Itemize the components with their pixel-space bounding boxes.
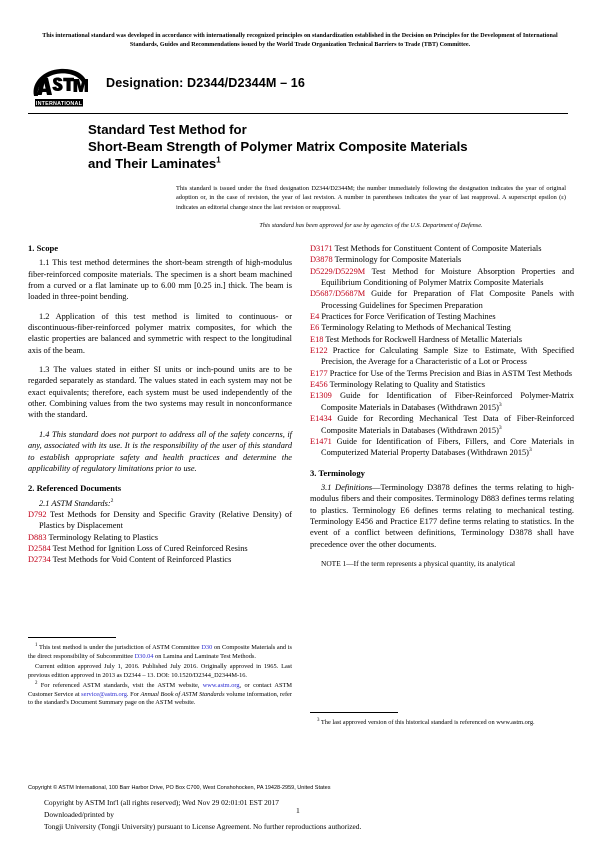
- reference-item[interactable]: [310, 413, 574, 436]
- footnotes-left: [28, 637, 292, 708]
- footnote-divider: [310, 712, 398, 713]
- header-divider: [28, 113, 568, 114]
- spacer: [28, 474, 292, 483]
- terminology-body: —Terminology D3878 defines the terms relating to high-modulus fibers and their composites. Terminology D883 defines terms relating to plastics. Terminology E6 defines terms relating to mechanical testing. Terminology E456 and Practice E177 define terms relating to statistics. In the event of a conflict between definitions, Terminology D3878 shall have precedence over the other documents.: [310, 482, 574, 549]
- page-title: [88, 122, 566, 172]
- dod-approval-note: This standard has been approved for use by agencies of the U.S. Department of Defense.: [259, 221, 483, 229]
- reference-item[interactable]: [310, 266, 574, 289]
- footnote-1: $^1$ This test method is under the jurisdiction of ASTM Committee D30 on Composite Materials and is the direct responsibility of Subcommittee D30.04 on Lamina and Laminate Test Methods.: [28, 642, 292, 660]
- reference-title: Test Methods for Rockwell Hardness of Metallic Materials: [325, 334, 522, 344]
- reference-code: D2734: [28, 555, 51, 565]
- issue-note: [176, 184, 566, 230]
- title-footnote-marker: 1: [216, 155, 221, 165]
- subcommittee-link[interactable]: D30.04: [134, 652, 154, 660]
- right-column: [310, 243, 574, 577]
- license-line-1: Copyright by ASTM Int'l (all rights reserved); Wed Nov 29 02:01:01 EST 2017: [44, 798, 279, 807]
- reference-title: Practice for Use of the Terms Precision and Bias in ASTM Test Methods: [329, 368, 573, 378]
- reference-item[interactable]: [310, 311, 574, 322]
- reference-code: D3878: [310, 255, 333, 265]
- footnote-marker: 3: [317, 717, 320, 723]
- reference-code: D2584: [28, 543, 51, 553]
- reference-title: Guide for Preparation of Flat Composite Panels with Processing Guidelines for Specimen Preparation: [321, 289, 575, 310]
- reference-title: Guide for Identification of Fibers, Fillers, and Core Materials in Computerized Material Property Databases (Withdrawn 2015): [321, 436, 574, 458]
- svg-text:INTERNATIONAL: INTERNATIONAL: [35, 100, 83, 107]
- reference-item[interactable]: [28, 554, 292, 565]
- reference-item[interactable]: [310, 243, 574, 254]
- reference-item[interactable]: [310, 288, 574, 311]
- title-line-1: Standard Test Method for: [88, 122, 247, 137]
- reference-footnote-marker: 3: [528, 447, 532, 454]
- scope-paragraph-1-4: 1.4 This standard does not purport to address all of the safety concerns, if any, associated with its use. It is the responsibility of the user of this standard to establish appropriate safety and health practices and determine the applicability of regulatory limitations prior to use.: [28, 429, 292, 473]
- spacer: [310, 459, 574, 468]
- reference-code: E456: [310, 380, 328, 390]
- note-label: NOTE 1: [321, 558, 347, 568]
- reference-item[interactable]: [310, 379, 574, 390]
- reference-footnote-marker: 3: [498, 402, 502, 409]
- reference-title: Terminology for Composite Materials: [334, 255, 462, 265]
- reference-code: D792: [28, 509, 47, 519]
- reference-code: D883: [28, 532, 47, 542]
- license-block: [44, 797, 524, 832]
- reference-title: Test Method for Ignition Loss of Cured Reinforced Resins: [52, 543, 248, 553]
- reference-code: E1309: [310, 391, 332, 401]
- reference-title: Practice for Calculating Sample Size to Estimate, With Specified Precision, the Average for a Characteristic of a Lot or Process: [321, 346, 574, 367]
- issue-note-body: This standard is issued under the fixed designation D2344/D2344M; the number immediately following the designation indicates the year of original adoption or, in the case of revision, the year of last revision. A number in parentheses indicates the year of last reapproval. A superscript epsilon (ε) indicates an editorial change since the last revision or reapproval.: [176, 185, 566, 211]
- reference-item[interactable]: [28, 532, 292, 543]
- reference-code: E122: [310, 346, 328, 356]
- footnote-marker: 2: [35, 680, 38, 686]
- footnotes-right: [310, 712, 574, 728]
- astm-standards-footnote-marker: 2: [110, 497, 114, 504]
- license-line-3: Tongji University (Tongji University) pursuant to License Agreement. No further reproductions authorized.: [44, 821, 362, 831]
- reference-code: D5687/D5687M: [310, 289, 366, 299]
- left-column: [28, 243, 292, 566]
- note-1: [310, 559, 574, 569]
- reference-title: Test Method for Moisture Absorption Properties and Equilibrium Conditioning of Polymer Matrix Composite Materials: [321, 266, 574, 288]
- section-heading-referenced-documents: 2. Referenced Documents: [28, 483, 122, 494]
- reference-title: Terminology Relating to Plastics: [48, 532, 158, 542]
- reference-code: E18: [310, 334, 324, 344]
- astm-website-link[interactable]: www.astm.org: [202, 681, 240, 689]
- reference-item[interactable]: [310, 436, 574, 459]
- reference-code: E6: [310, 323, 320, 333]
- reference-item[interactable]: [310, 254, 574, 265]
- section-heading-scope: 1. Scope: [28, 243, 59, 253]
- footnote-3: $^3$ The last approved version of this historical standard is referenced on www.astm.org.: [317, 717, 535, 726]
- reference-item[interactable]: [310, 390, 574, 413]
- reference-code: E1434: [310, 414, 332, 424]
- reference-list-left: [28, 509, 292, 566]
- reference-item[interactable]: [28, 509, 292, 532]
- footnote-edition-info: Current edition approved July 1, 2016. Published July 2016. Originally approved in 1965. Last previous edition approved in 2013 as D2344 – 13. DOI: 10.1520/D2344_D2344M-16.: [28, 662, 292, 679]
- committee-link[interactable]: D30: [201, 644, 213, 651]
- footnote-divider: [28, 637, 116, 638]
- scope-paragraph-1-2: 1.2 Application of this test method is limited to continuous- or discontinuous-fiber-reinforced polymer matrix composites, for which the elastic properties are balanced and symmetric with respect to the longitudinal axis of the beam.: [28, 311, 292, 355]
- reference-code: E4: [310, 312, 320, 322]
- reference-item[interactable]: [310, 345, 574, 368]
- reference-title: Test Methods for Density and Specific Gravity (Relative Density) of Plastics by Displacement: [39, 509, 292, 531]
- note-text: —If the term represents a physical quantity, its analytical: [346, 558, 516, 568]
- reference-footnote-marker: 3: [498, 424, 502, 431]
- copyright-notice: Copyright © ASTM International, 100 Barr Harbor Drive, PO Box C700, West Conshohocken, PA 19428-2959, United States: [28, 785, 331, 791]
- reference-item[interactable]: [310, 322, 574, 333]
- reference-list-right: [310, 243, 574, 459]
- scope-paragraph-1-3: 1.3 The values stated in either SI units or inch-pound units are to be regarded separately as standard. The values stated in each system may not be exact equivalents; therefore, each system must be used independently of the other. Combining values from the two systems may result in nonconformance with the standard.: [28, 365, 292, 420]
- license-line-2: Downloaded/printed by: [44, 809, 114, 819]
- reference-item[interactable]: [28, 543, 292, 554]
- reference-code: D5229/D5229M: [310, 266, 366, 276]
- designation-label: Designation: D2344/D2344M – 16: [106, 76, 305, 90]
- reference-title: Guide for Identification of Fiber-Reinforced Polymer-Matrix Composite Materials in Databases (Withdrawn 2015): [321, 391, 574, 412]
- astm-logo-icon: [28, 66, 90, 110]
- reference-title: Terminology Relating to Quality and Statistics: [329, 380, 485, 390]
- reference-item[interactable]: [310, 334, 574, 345]
- reference-code: E177: [310, 368, 328, 378]
- terminology-paragraph-3-1: [310, 482, 574, 550]
- page-number: 1: [296, 806, 300, 815]
- title-line-2: Short-Beam Strength of Polymer Matrix Composite Materials: [88, 138, 468, 154]
- reference-title: Practices for Force Verification of Testing Machines: [321, 312, 496, 322]
- astm-standards-subheading: 2.1 ASTM Standards:$^2$: [39, 497, 114, 508]
- reference-item[interactable]: [310, 368, 574, 379]
- reference-title: Test Methods for Void Content of Reinforced Plastics: [52, 555, 232, 565]
- reference-code: E1471: [310, 436, 332, 446]
- service-email-link[interactable]: service@astm.org: [81, 690, 127, 698]
- tbt-notice: This international standard was developed in accordance with internationally recognized principles on standardization established in the Decision on Principles for the Development of International Standards, Guides and Recommendations issued by the World Trade Organization Technical Barriers to Trade (TBT) Committee.: [42, 33, 558, 49]
- reference-title: Guide for Recording Mechanical Test Data of Fiber-Reinforced Composite Materials in Databases (Withdrawn 2015): [321, 414, 575, 435]
- footnote-2: $^2$ For referenced ASTM standards, visit the ASTM website, www.astm.org, or contact ASTM Customer Service at service@astm.org. For Annual Book of ASTM Standards volume information, refer to the standard's Document Summary page on the ASTM website.: [28, 680, 292, 707]
- title-line-3: and Their Laminates$^1$: [88, 155, 221, 171]
- reference-code: D3171: [310, 244, 333, 253]
- reference-title: Test Methods for Constituent Content of Composite Materials: [334, 244, 542, 253]
- scope-paragraph-1-1: 1.1 This test method determines the short-beam strength of high-modulus fiber-reinforced composite materials. The specimen is a short beam machined from a curved or a flat laminate up to 6.00 mm [0.25 in.] thick. The beam is loaded in three-point bending.: [28, 258, 292, 302]
- footnote-marker: 1: [35, 642, 38, 648]
- document-header: [28, 66, 568, 110]
- section-heading-terminology: 3. Terminology: [310, 467, 365, 478]
- definitions-label: 3.1 Definitions: [321, 482, 373, 492]
- reference-title: Terminology Relating to Methods of Mechanical Testing: [321, 323, 511, 333]
